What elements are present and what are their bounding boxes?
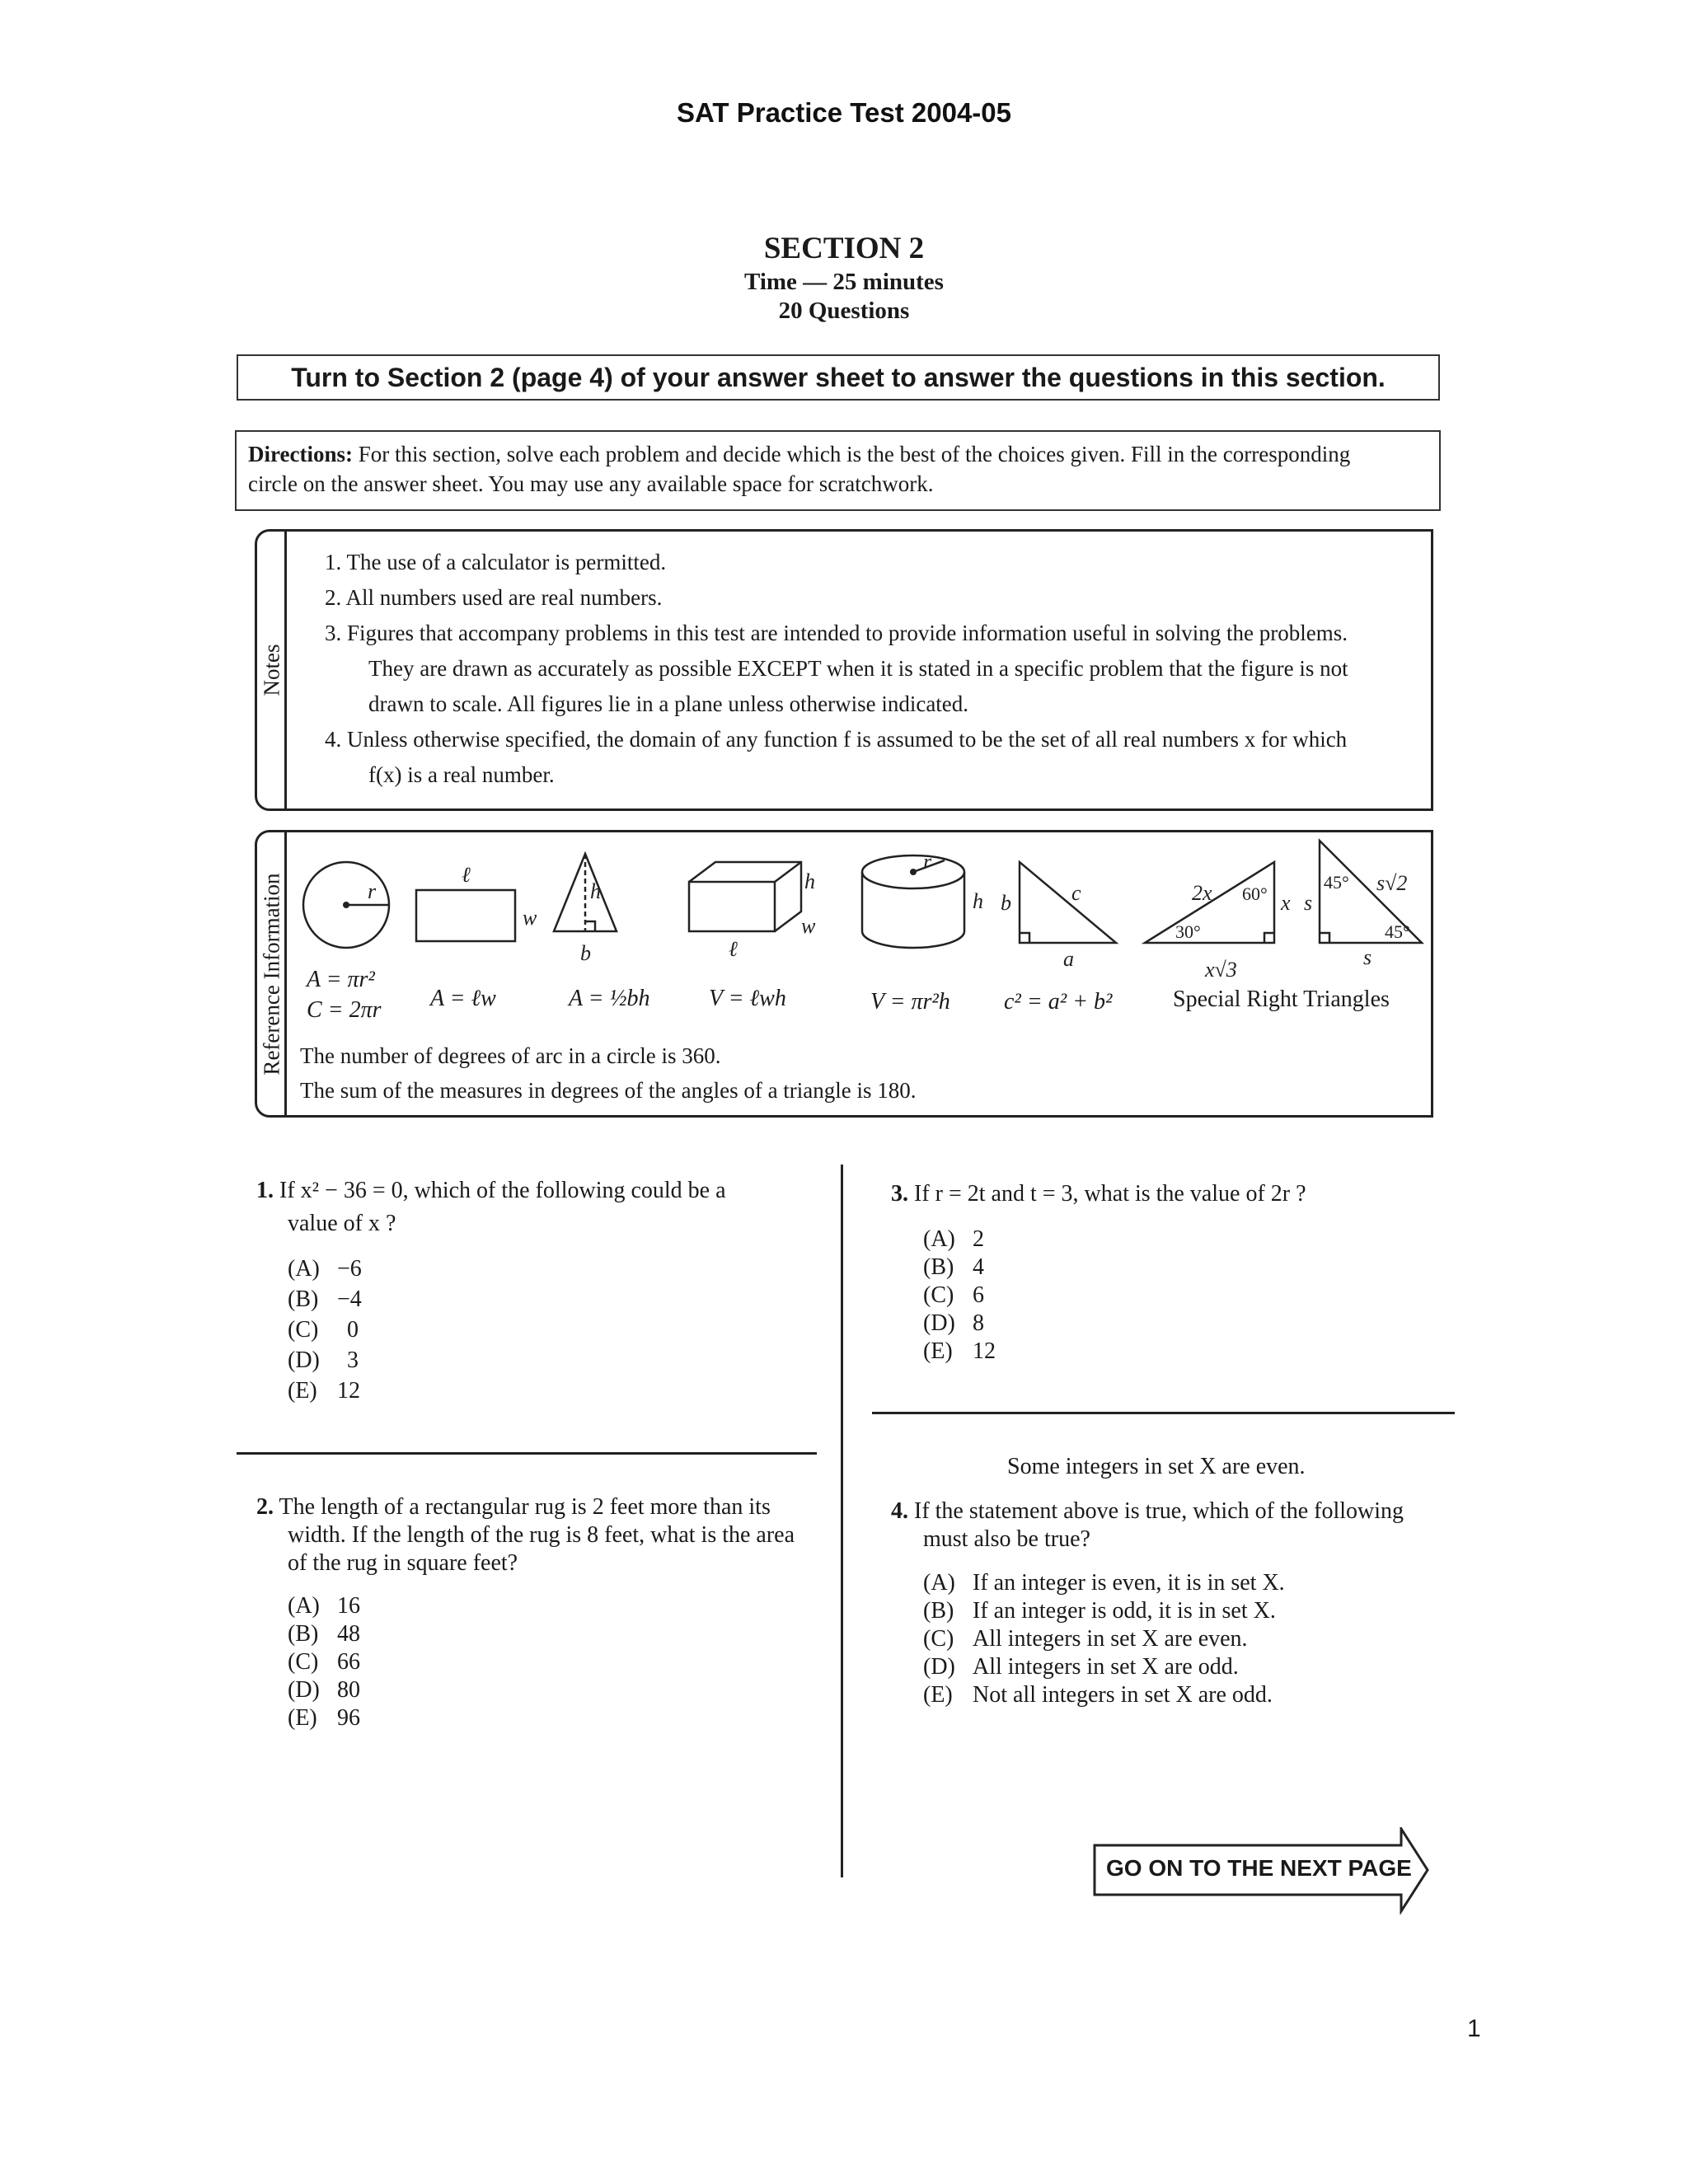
rectangle-figure (416, 890, 515, 941)
question-2-choice-a[interactable] (288, 1593, 360, 1619)
choice-value: 12 (973, 1338, 996, 1364)
choice-value: If an integer is odd, it is in set X. (973, 1598, 1276, 1624)
formula-box-volume: V = ℓwh (709, 986, 786, 1011)
choice-value: 12 (337, 1378, 360, 1404)
choice-label: (E) (288, 1705, 317, 1731)
formula-rectangle-area: A = ℓw (430, 986, 496, 1011)
question-1 (256, 1177, 726, 1205)
question-1-choice-a[interactable] (288, 1256, 362, 1282)
notes-label: Notes (259, 644, 284, 696)
svg-text:x: x (1281, 891, 1291, 915)
reference-fact-arc: The number of degrees of arc in a circle is 360. (300, 1043, 721, 1068)
directions-box (235, 430, 1441, 511)
right-triangle-figure (1020, 862, 1116, 943)
choice-label: (E) (288, 1378, 317, 1404)
question-4-statement: Some integers in set X are even. (1007, 1454, 1306, 1479)
note-line: drawn to scale. All figures lie in a plane unless otherwise indicated. (368, 691, 969, 716)
svg-text:h: h (590, 879, 601, 903)
choice-label: (D) (923, 1654, 955, 1680)
question-1-choice-e[interactable] (288, 1378, 360, 1404)
svg-text:ℓ: ℓ (462, 863, 471, 887)
question-2-choice-d[interactable] (288, 1677, 360, 1704)
question-2-choice-e[interactable] (288, 1705, 360, 1732)
choice-label: (C) (288, 1317, 319, 1343)
formula-triangle-area: A = ½bh (569, 986, 650, 1011)
box-figure (689, 882, 775, 931)
choice-label: (E) (923, 1338, 953, 1364)
svg-text:2x: 2x (1192, 881, 1212, 905)
section-time: Time — 25 minutes (744, 269, 944, 295)
choice-value: If an integer is even, it is in set X. (973, 1570, 1285, 1596)
svg-text:30°: 30° (1175, 921, 1201, 942)
question-3-choice-b[interactable] (923, 1254, 984, 1281)
svg-text:ℓ: ℓ (729, 937, 738, 961)
choice-label: (D) (923, 1310, 955, 1336)
note-line: 3. Figures that accompany problems in this test are intended to provide information useful in solving the problems. (325, 621, 1348, 645)
question-4-choice-b[interactable] (923, 1598, 1276, 1624)
reference-label: Reference Information (259, 872, 284, 1076)
page-header-title: SAT Practice Test 2004-05 (677, 97, 1011, 128)
directions-text-1: For this section, solve each problem and decide which is the best of the choices given. Fill in the corresponding (358, 442, 1351, 466)
question-2-stem-line-3: of the rug in square feet? (288, 1550, 518, 1576)
choice-value: 66 (337, 1649, 360, 1675)
note-line: f(x) is a real number. (368, 762, 555, 787)
choice-label: (A) (288, 1593, 320, 1619)
choice-value: All integers in set X are odd. (973, 1654, 1239, 1680)
choice-value: 16 (337, 1593, 360, 1619)
svg-text:c: c (1071, 881, 1081, 905)
note-line: 1. The use of a calculator is permitted. (325, 550, 667, 574)
svg-text:45°: 45° (1324, 872, 1349, 893)
formula-pythagorean: c² = a² + b² (1004, 989, 1113, 1015)
directions-text-2: circle on the answer sheet. You may use any available space for scratchwork. (248, 471, 934, 496)
choice-label: (E) (923, 1682, 953, 1708)
question-1-choice-c[interactable] (288, 1317, 359, 1343)
question-3-choice-a[interactable] (923, 1226, 984, 1253)
svg-text:s: s (1304, 891, 1313, 915)
question-4-stem-line-2: must also be true? (923, 1526, 1090, 1552)
choice-value: All integers in set X are even. (973, 1626, 1248, 1652)
question-3-stem: If r = 2t and t = 3, what is the value of 2r ? (914, 1181, 1306, 1207)
note-line: They are drawn as accurately as possible EXCEPT when it is stated in a specific problem that the figure is not (368, 656, 1348, 681)
question-divider-right (872, 1412, 1455, 1414)
question-4-choice-d[interactable] (923, 1654, 1239, 1680)
question-1-choice-d[interactable] (288, 1347, 359, 1374)
svg-text:h: h (973, 889, 983, 913)
svg-text:b: b (1001, 891, 1011, 915)
choice-value: 3 (347, 1347, 359, 1373)
choice-label: (A) (923, 1226, 955, 1252)
question-2-choice-b[interactable] (288, 1621, 360, 1647)
svg-text:b: b (580, 941, 591, 965)
special-right-triangles-label: Special Right Triangles (1173, 987, 1390, 1012)
note-line: 2. All numbers used are real numbers. (325, 585, 663, 610)
turn-instruction-box: Turn to Section 2 (page 4) of your answer sheet to answer the questions in this section. (237, 354, 1440, 401)
svg-text:60°: 60° (1242, 883, 1268, 904)
choice-value: 4 (973, 1254, 984, 1280)
choice-value: 96 (337, 1705, 360, 1731)
question-2-stem-line-1: The length of a rectangular rug is 2 feet more than its (279, 1494, 771, 1520)
question-1-stem-line-2: value of x ? (288, 1211, 396, 1236)
question-3-choice-d[interactable] (923, 1310, 984, 1337)
question-4-choice-a[interactable] (923, 1570, 1285, 1596)
choice-label: (C) (923, 1282, 954, 1308)
choice-label: (A) (923, 1570, 955, 1596)
question-2-number: 2. (256, 1494, 274, 1520)
svg-text:45°: 45° (1385, 921, 1410, 942)
reference-fact-triangle: The sum of the measures in degrees of the angles of a triangle is 180. (300, 1078, 917, 1103)
formula-cylinder-volume: V = πr²h (870, 989, 950, 1015)
question-4 (891, 1497, 1404, 1526)
formula-circle-area: A = πr² (307, 967, 375, 992)
reference-figures (257, 832, 1431, 1115)
question-2-stem-line-2: width. If the length of the rug is 8 feet, what is the area (288, 1522, 795, 1548)
section-title: SECTION 2 (763, 232, 925, 265)
question-4-choice-c[interactable] (923, 1626, 1248, 1652)
question-3-number: 3. (891, 1181, 908, 1207)
choice-label: (D) (288, 1677, 320, 1703)
question-4-choice-e[interactable] (923, 1682, 1273, 1708)
choice-value: −6 (337, 1256, 362, 1282)
choice-value: Not all integers in set X are odd. (973, 1682, 1273, 1708)
question-3-choice-c[interactable] (923, 1282, 984, 1309)
next-page-label: GO ON TO THE NEXT PAGE (1106, 1855, 1412, 1881)
svg-text:r: r (368, 879, 377, 903)
question-4-stem-line-1: If the statement above is true, which of the following (914, 1498, 1404, 1524)
question-3 (891, 1180, 1306, 1208)
choice-label: (B) (288, 1286, 319, 1312)
svg-text:x√3: x√3 (1205, 958, 1237, 982)
choice-label: (C) (288, 1649, 319, 1675)
column-divider (841, 1165, 843, 1877)
choice-value: −4 (337, 1286, 362, 1312)
svg-text:w: w (801, 914, 816, 938)
directions-label: Directions: (248, 442, 353, 466)
question-3-choice-e[interactable] (923, 1338, 996, 1365)
svg-text:s: s (1363, 945, 1372, 969)
question-2-choice-c[interactable] (288, 1649, 360, 1675)
choice-value: 8 (973, 1310, 984, 1336)
notes-box (255, 529, 1433, 811)
choice-value: 2 (973, 1226, 984, 1252)
question-divider-left (237, 1452, 817, 1455)
section-question-count: 20 Questions (778, 298, 910, 324)
choice-label: (B) (923, 1598, 954, 1624)
choice-label: (A) (288, 1256, 320, 1282)
question-1-number: 1. (256, 1178, 274, 1203)
svg-text:w: w (523, 906, 537, 930)
svg-text:a: a (1063, 947, 1074, 971)
choice-value: 80 (337, 1677, 360, 1703)
question-2 (256, 1493, 771, 1521)
formula-circle-circumference: C = 2πr (307, 997, 382, 1023)
choice-value: 0 (347, 1317, 359, 1343)
choice-label: (B) (923, 1254, 954, 1280)
choice-label: (D) (288, 1347, 320, 1373)
reference-box (255, 830, 1433, 1118)
choice-value: 6 (973, 1282, 984, 1308)
choice-label: (C) (923, 1626, 954, 1652)
svg-text:r: r (923, 850, 932, 874)
choice-value: 48 (337, 1621, 360, 1647)
question-1-choice-b[interactable] (288, 1286, 362, 1313)
notes-side-tab (257, 532, 287, 808)
page-number: 1 (1467, 2015, 1481, 2042)
note-line: 4. Unless otherwise specified, the domain of any function f is assumed to be the set of all real numbers x for which (325, 727, 1348, 752)
question-1-stem-line-1: If x² − 36 = 0, which of the following could be a (279, 1178, 726, 1203)
svg-text:h: h (804, 869, 815, 893)
choice-label: (B) (288, 1621, 319, 1647)
svg-text:s√2: s√2 (1376, 871, 1408, 895)
question-4-number: 4. (891, 1498, 908, 1524)
